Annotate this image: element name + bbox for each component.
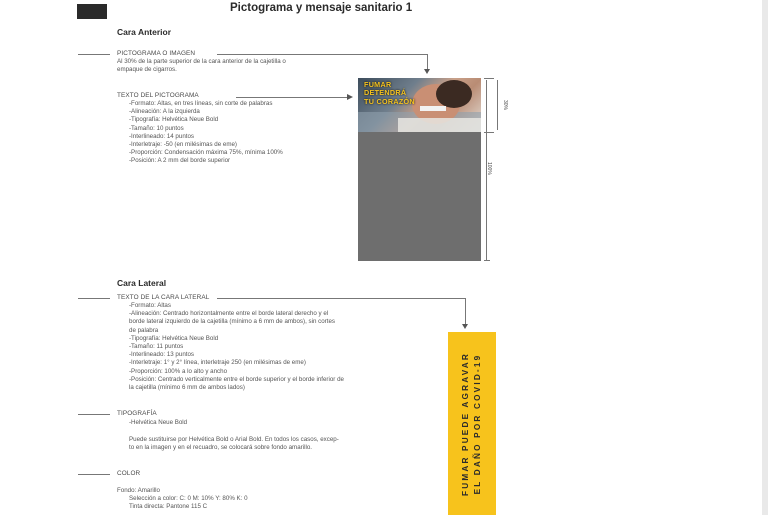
- pictogram-leader-right: [217, 54, 428, 55]
- spec-line: -Interletraje: 1° y 2° línea, interletraje 250 (en milésimas de eme): [129, 359, 306, 367]
- side-text-leader-right: [217, 298, 465, 299]
- pictogram-description: [117, 58, 286, 74]
- side-text-leader-left: [78, 298, 110, 299]
- warning-line: TU CORAZÓN: [364, 96, 415, 106]
- color-line: Tinta directa: Pantone 115 C: [129, 503, 208, 511]
- dim-tick-bottom: [484, 260, 490, 261]
- dim-line-30: [497, 80, 498, 130]
- spec-line: -Proporción: Condensación máxima 75%, mínima 100%: [129, 149, 283, 157]
- description-line: Al 30% de la parte superior de la cara anterior de la cajetilla o: [117, 58, 286, 65]
- note-line: Puede sustituirse por Helvética Bold o Arial Bold. En todos los casos, excep-: [129, 436, 339, 443]
- spec-line: -Interletraje: -50 (en milésimas de eme): [129, 141, 237, 149]
- spec-line: -Interlineado: 13 puntos: [129, 351, 195, 359]
- spec-line: -Posición: Centrado verticalmente entre el borde superior y el borde inferior de: [129, 375, 344, 383]
- spec-line: -Tipografía: Helvética Neue Bold: [129, 116, 219, 124]
- page-title: Pictograma y mensaje sanitario 1: [230, 2, 413, 14]
- spec-line: -Alineación: A la izquierda: [129, 108, 200, 116]
- spec-line: -Alineación: Centrado horizontalmente entre el borde lateral derecho y el: [129, 310, 329, 318]
- color-leader: [78, 474, 110, 475]
- arrow-down-icon: [462, 324, 468, 329]
- pictogram-warning-text: [364, 81, 415, 106]
- spec-line: -Formato: Altas, en tres líneas, sin corte de palabras: [129, 100, 273, 107]
- side-warning-line: FUMAR PUEDE AGRAVAR: [461, 351, 470, 496]
- arrow-right-icon: [347, 94, 353, 100]
- note-line: to en la imagen y en el recuadro, se colocará sobre fondo amarillo.: [129, 444, 312, 452]
- typography-label: TIPOGRAFÍA: [117, 410, 157, 417]
- side-text-leader-drop: [465, 298, 466, 326]
- color-line: Fondo: Amarillo: [117, 487, 160, 494]
- color-line: Selección a color: C: 0 M: 10% Y: 80% K: 0: [129, 495, 248, 503]
- color-label: COLOR: [117, 470, 141, 477]
- side-text-label: TEXTO DE LA CARA LATERAL: [117, 294, 210, 301]
- spec-line: -Formato: Altas: [129, 302, 171, 309]
- spec-line: -Tamaño: 11 puntos: [129, 343, 184, 351]
- pictogram-text-specs: [129, 100, 283, 166]
- pictogram-label: PICTOGRAMA O IMAGEN: [117, 50, 196, 57]
- description-line: empaque de cigarros.: [117, 66, 177, 74]
- typography-leader: [78, 414, 110, 415]
- dim-tick-top: [484, 78, 494, 79]
- arrow-down-icon: [424, 69, 430, 74]
- pictogram-leader-left: [78, 54, 110, 55]
- warning-line: DETENDRÁ: [364, 88, 407, 98]
- side-warning-text: [460, 334, 484, 514]
- typography-font: [129, 419, 187, 427]
- spec-line: -Tipografía: Helvética Neue Bold: [129, 334, 219, 342]
- page-edge-shadow: [762, 0, 768, 515]
- typography-note: [129, 436, 339, 452]
- header-tab-block: [77, 4, 107, 19]
- spec-line: -Interlineado: 14 puntos: [129, 132, 195, 140]
- spec-line: -Proporción: 100% a lo alto y ancho: [129, 367, 228, 375]
- pictogram-text-leader: [236, 97, 348, 98]
- side-text-specs: [129, 302, 344, 392]
- warning-line: FUMAR: [364, 80, 392, 89]
- side-section-title: Cara Lateral: [117, 278, 167, 288]
- pictogram-image: [358, 78, 481, 132]
- spec-line: -Tamaño: 10 puntos: [129, 124, 184, 132]
- side-warning-line: EL DAÑO POR COVID-19: [473, 353, 482, 494]
- color-specs: [117, 487, 248, 512]
- spec-line: de palabra: [129, 326, 159, 334]
- front-section-title: Cara Anterior: [117, 27, 172, 37]
- dim-label-30: 30%: [502, 100, 508, 111]
- dim-label-100: 100%: [486, 162, 492, 175]
- pictogram-text-label: TEXTO DEL PICTOGRAMA: [117, 92, 199, 99]
- font-line: -Helvética Neue Bold: [129, 419, 188, 426]
- spec-line: -Posición: A 2 mm del borde superior: [129, 157, 231, 165]
- spec-line: la cajetilla (mínimo 6 mm de ambos lados): [129, 384, 245, 392]
- side-warning-box: [448, 332, 496, 515]
- spec-line: borde lateral izquierdo de la cajetilla (mínimo a 6 mm de ambos), sin cortes: [129, 318, 335, 326]
